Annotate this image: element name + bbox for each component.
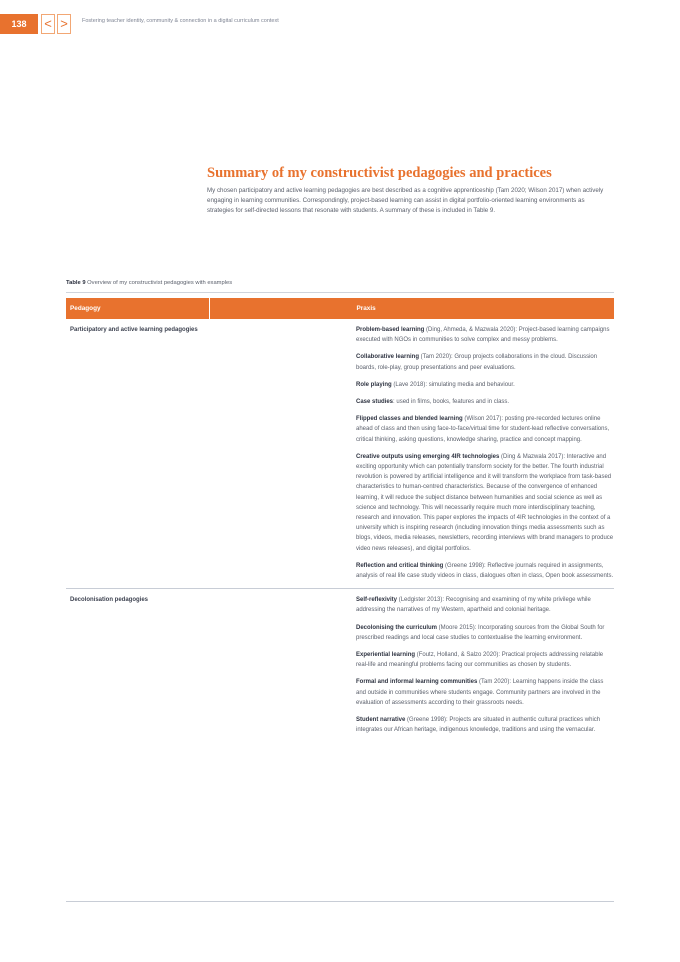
top-bar xyxy=(0,0,680,40)
table-row xyxy=(66,589,614,743)
praxis-text: (Greene 1998): Projects are situated in authentic cultural practices which integrates our African heritage, indigenous knowledge, traditions and using the vernacular. xyxy=(356,717,601,734)
praxis-term: Collaborative learning xyxy=(356,354,420,361)
praxis-term: Case studies xyxy=(356,399,394,406)
running-title: Fostering teacher identity, community & connection in a digital curriculum context xyxy=(82,18,279,24)
praxis-term: Formal and informal learning communities xyxy=(356,679,478,686)
praxis-item xyxy=(356,325,614,345)
praxis-cell xyxy=(209,589,614,743)
praxis-term: Experiential learning xyxy=(356,652,416,659)
praxis-text: (Tam 2020): Learning happens inside the class and outside in communities where students engage. Community partners are involved in the evaluation of assessments according to their grassroots needs. xyxy=(356,679,604,706)
table-caption-text: Overview of my constructivist pedagogies with examples xyxy=(85,280,233,286)
praxis-term: Decolonising the curriculum xyxy=(356,624,438,631)
table-top-rule xyxy=(66,292,614,293)
praxis-item xyxy=(356,414,614,445)
praxis-item xyxy=(356,623,614,643)
praxis-item xyxy=(356,397,614,407)
praxis-item xyxy=(356,677,614,708)
praxis-term: Self-reflexivity xyxy=(356,597,398,604)
table-header-row xyxy=(66,298,614,319)
praxis-term: Flipped classes and blended learning xyxy=(356,416,463,423)
column-header-praxis: Praxis xyxy=(209,298,614,319)
praxis-text: (Wilson 2017): posting pre-recorded lectures online ahead of class and then using face-to-face/virtual time for student-lead reflective conversations, critical thinking, asking questions, knowledge sharing, practice and concept mapping. xyxy=(356,416,610,443)
praxis-term: Student narrative xyxy=(356,717,406,724)
section-title: Summary of my constructivist pedagogies and practices xyxy=(207,165,552,181)
praxis-item xyxy=(356,715,614,735)
next-page-button[interactable]: > xyxy=(57,14,71,34)
praxis-term: Role playing xyxy=(356,381,392,388)
praxis-item xyxy=(356,595,614,615)
column-header-pedagogy: Pedagogy xyxy=(66,298,209,319)
praxis-cell xyxy=(209,319,614,589)
praxis-term: Problem-based learning xyxy=(356,327,425,333)
praxis-item xyxy=(356,352,614,372)
table-caption xyxy=(66,280,232,286)
pedagogy-table xyxy=(66,298,614,743)
praxis-text: (Ding, Ahmeda, & Mazwala 2020): Project-based learning campaigns executed with NGOs in communities to solve complex and messy problems. xyxy=(356,327,610,344)
praxis-item xyxy=(356,452,614,554)
praxis-item xyxy=(356,561,614,581)
intro-paragraph: My chosen participatory and active learning pedagogies are best described as a cognitive apprenticeship (Tam 2020; Wilson 2017) when actively engaging in learning communities. Correspondingly, project-based learning can assist in digital portfolio-oriented learning environments as strategies for self-directed lessons that resonate with students. A summary of these is included in Table 9. xyxy=(207,187,604,215)
page-number: 138 xyxy=(0,14,38,34)
praxis-text: (Tam 2020): Group projects collaborations in the cloud. Discussion boards, role-play, group presentations and peer evaluations. xyxy=(356,354,598,371)
praxis-text: (Moore 2015): Incorporating sources from the Global South for prescribed readings and local case studies to contextualise the learning environment. xyxy=(356,624,605,641)
praxis-text: (Foutz, Holland, & Salzo 2020): Practical projects addressing relatable real-life and meaningful problems facing our communities as chosen by students. xyxy=(356,652,604,669)
praxis-item xyxy=(356,650,614,670)
table-row xyxy=(66,319,614,589)
praxis-text: (Greene 1998): Reflective journals required in assignments, analysis of real life case study videos in class, dialogues often in class, Open book assessments. xyxy=(356,562,614,580)
pedagogy-cell: Participatory and active learning pedagogies xyxy=(70,327,198,333)
pedagogy-cell: Decolonisation pedagogies xyxy=(70,597,149,604)
praxis-term: Creative outputs using emerging 4IR technologies xyxy=(356,453,500,460)
table-bottom-rule xyxy=(66,901,614,902)
praxis-item xyxy=(356,380,614,390)
praxis-text: (Lave 2018): simulating media and behaviour. xyxy=(391,381,515,388)
table-caption-label: Table 9 xyxy=(66,280,86,286)
praxis-text: : used in films, books, features and in class. xyxy=(393,399,510,406)
previous-page-button[interactable]: < xyxy=(41,14,55,34)
praxis-text: (Ding & Mazwala 2017): Interactive and exciting opportunity which can potentially transform society for the better. The fourth industrial revolution is powered by artificial intelligence and it will transform the workplace from task-based characteristics to human-centred characteristics. Because of the convergence of enhanced learning, it will reduce the subject distance between humanities and social science as well as science and technology. This will necessarily require much more interdisciplinary teaching, research and innovation. This paper explores the impacts of 4IR technologies in the context of a university which is inspiring research (including innovation things media assessments such as blogs, videos, media releases, newsletters, recording interviews with brand managers to produce video news releases), and digital portfolios. xyxy=(356,453,614,552)
praxis-term: Reflection and critical thinking xyxy=(356,562,444,569)
praxis-text: (Ledgister 2013): Recognising and examining of my white privilege while addressing the narratives of my Western, apartheid and colonial heritage. xyxy=(356,597,591,614)
